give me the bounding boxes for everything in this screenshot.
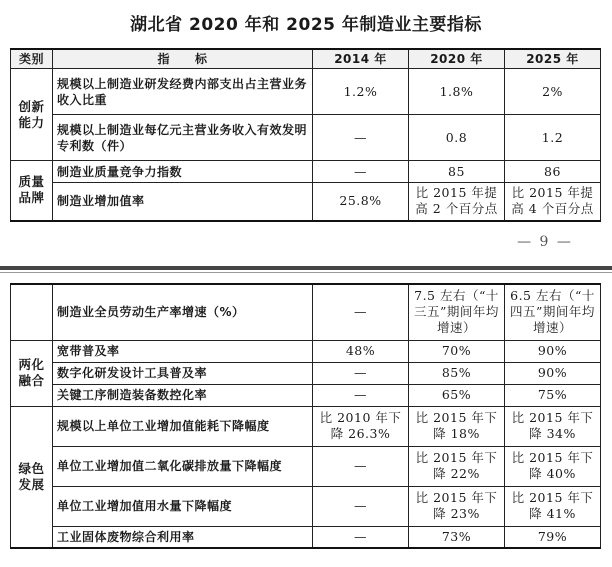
table-row xyxy=(11,486,601,526)
value-2014: — xyxy=(313,284,409,340)
table-row xyxy=(11,284,601,340)
value-2025: 75% xyxy=(505,384,601,406)
value-2014: — xyxy=(313,115,409,161)
header-2014: 2014 年 xyxy=(313,49,409,69)
value-2025: 1.2 xyxy=(505,115,601,161)
header-indicator: 指 标 xyxy=(53,49,313,69)
value-2014: — xyxy=(313,526,409,548)
indicator-cell: 制造业质量竞争力指数 xyxy=(53,161,313,183)
table-row xyxy=(11,446,601,486)
indicator-cell: 制造业全员劳动生产率增速（%） xyxy=(53,284,313,340)
value-2014: — xyxy=(313,161,409,183)
table-row xyxy=(11,183,601,221)
value-2020: 70% xyxy=(409,340,505,362)
table-row xyxy=(11,362,601,384)
indicator-cell: 制造业增加值率 xyxy=(53,183,313,221)
value-2020: 比 2015 年提高 2 个百分点 xyxy=(409,183,505,221)
value-2020: 比 2015 年下降 18% xyxy=(409,406,505,446)
indicator-cell: 关键工序制造装备数控化率 xyxy=(53,384,313,406)
header-category: 类别 xyxy=(11,49,53,69)
value-2025: 比 2015 年下降 41% xyxy=(505,486,601,526)
indicator-cell: 规模以上制造业每亿元主营业务收入有效发明专利数（件） xyxy=(53,115,313,161)
value-2014: 48% xyxy=(313,340,409,362)
table-row xyxy=(11,526,601,548)
table-row xyxy=(11,406,601,446)
indicator-cell: 规模以上单位工业增加值能耗下降幅度 xyxy=(53,406,313,446)
value-2020: 85% xyxy=(409,362,505,384)
table-row xyxy=(11,384,601,406)
indicator-cell: 数字化研发设计工具普及率 xyxy=(53,362,313,384)
value-2025: 2% xyxy=(505,69,601,115)
category-cell: 创新能力 xyxy=(11,69,53,161)
indicator-cell: 单位工业增加值二氧化碳排放量下降幅度 xyxy=(53,446,313,486)
category-cell: 质量品牌 xyxy=(11,161,53,221)
value-2025: 比 2015 年提高 4 个百分点 xyxy=(505,183,601,221)
value-2025: 6.5 左右（“十四五”期间年均增速） xyxy=(505,284,601,340)
value-2025: 90% xyxy=(505,362,601,384)
indicator-cell: 工业固体废物综合利用率 xyxy=(53,526,313,548)
indicators-table-top xyxy=(10,48,601,222)
page-separator xyxy=(0,266,612,270)
indicator-cell: 宽带普及率 xyxy=(53,340,313,362)
table-row xyxy=(11,161,601,183)
table-header-row xyxy=(11,49,601,69)
header-2025: 2025 年 xyxy=(505,49,601,69)
value-2014: — xyxy=(313,446,409,486)
value-2025: 90% xyxy=(505,340,601,362)
value-2020: 85 xyxy=(409,161,505,183)
value-2014: — xyxy=(313,384,409,406)
value-2020: 比 2015 年下降 22% xyxy=(409,446,505,486)
value-2014: 比 2010 年下降 26.3% xyxy=(313,406,409,446)
value-2014: 1.2% xyxy=(313,69,409,115)
page-number: — 9 — xyxy=(517,234,573,250)
table-row xyxy=(11,115,601,161)
value-2025: 比 2015 年下降 40% xyxy=(505,446,601,486)
value-2020: 65% xyxy=(409,384,505,406)
page-title: 湖北省 2020 年和 2025 年制造业主要指标 xyxy=(130,15,482,35)
value-2020: 7.5 左右（“十三五”期间年均增速） xyxy=(409,284,505,340)
indicator-cell: 规模以上制造业研发经费内部支出占主营业务收入比重 xyxy=(53,69,313,115)
value-2020: 比 2015 年下降 23% xyxy=(409,486,505,526)
value-2025: 比 2015 年下降 34% xyxy=(505,406,601,446)
header-2020: 2020 年 xyxy=(409,49,505,69)
table-row xyxy=(11,340,601,362)
indicator-cell: 单位工业增加值用水量下降幅度 xyxy=(53,486,313,526)
value-2025: 86 xyxy=(505,161,601,183)
value-2020: 0.8 xyxy=(409,115,505,161)
category-cell: 绿色发展 xyxy=(11,406,53,548)
indicators-table-bottom xyxy=(10,283,601,549)
value-2014: 25.8% xyxy=(313,183,409,221)
value-2020: 73% xyxy=(409,526,505,548)
value-2025: 79% xyxy=(505,526,601,548)
value-2014: — xyxy=(313,486,409,526)
page-separator-thin xyxy=(0,272,612,273)
category-cell xyxy=(11,284,53,340)
value-2020: 1.8% xyxy=(409,69,505,115)
value-2014: — xyxy=(313,362,409,384)
category-cell: 两化融合 xyxy=(11,340,53,406)
table-row xyxy=(11,69,601,115)
